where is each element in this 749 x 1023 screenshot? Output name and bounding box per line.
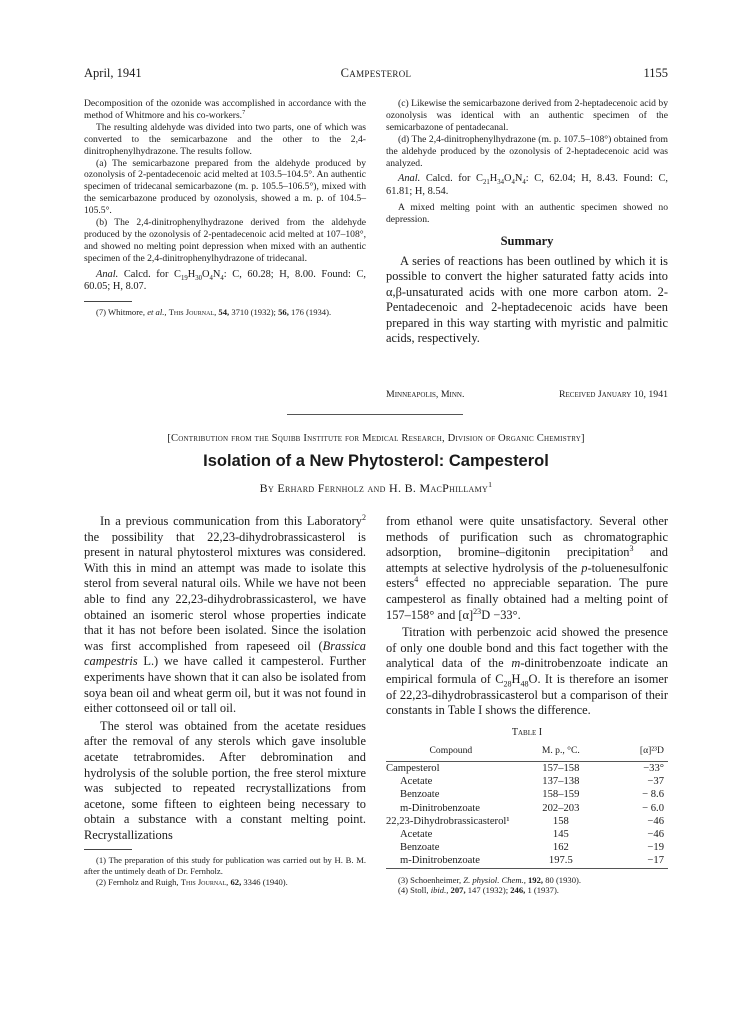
- reference-marker: 2: [361, 512, 366, 522]
- table-row: Benzoate 158–159 − 8.6: [400, 789, 664, 801]
- column-header: [α]²³D: [606, 742, 668, 761]
- article-title: Isolation of a New Phytosterol: Campesterol: [203, 452, 549, 470]
- table-row: Acetate 137–138 −37: [400, 776, 664, 788]
- table-header-row: [386, 742, 668, 761]
- footnote-1: (1) The preparation of this study for publication was carried out by H. B. M. after the untimely death of Dr. Fernholz.: [84, 855, 366, 877]
- reference-marker: 1: [488, 480, 493, 489]
- top-right-column: [386, 98, 668, 346]
- paragraph: (c) Likewise the semicarbazone derived from 2-heptadecenoic acid by ozonolysis was identical with an authentic specimen of the semicarbazone of pentadecanal.: [386, 98, 668, 133]
- running-head: [84, 66, 668, 82]
- paragraph: A mixed melting point with an authentic specimen showed no depression.: [386, 202, 668, 226]
- table-row: Campesterol 157–158 −33°: [386, 762, 664, 774]
- footnote-4: (4) Stoll, ibid., 207, 147 (1932); 246, 1 (1937).: [398, 885, 559, 896]
- analysis-line: Anal. Calcd. for $C_{21}H_{34}O_4N_4$: C, 62.04; H, 8.43. Found: C, 61.81; H, 8.54.: [386, 173, 669, 197]
- reference-marker: 7: [242, 108, 246, 116]
- paragraph: Decomposition of the ozonide was accomplished in accordance with the method of Whitmore and his co-workers.$^7$: [84, 98, 366, 121]
- table-row: m-Dinitrobenzoate 202–203 − 6.0: [400, 802, 664, 814]
- footnote-rule: [84, 301, 132, 302]
- footnote-7: (7) Whitmore, et al., This Journal, 54, 3710 (1932); 56, 176 (1934).: [96, 306, 332, 317]
- signoff-place: Minneapolis, Minn.: [386, 389, 465, 400]
- signoff-received: Received January 10, 1941: [558, 389, 668, 400]
- running-head-title: Campesterol: [340, 66, 412, 80]
- footnote-rule: [84, 849, 132, 850]
- paragraph: from ethanol were quite unsatisfactory. Several other methods of purification such as chromatographic adsorption, bromine–digitonin precipitation$^3$ and attempts at selective hydrolysis of the p-toluenesulfonic esters$^4$ effected no appreciable separation. The pure campesterol as finally obtained had a melting point of 157–158° and $[\alpha]^{23}D -33^\circ$.: [386, 514, 668, 622]
- column-header: Compound: [386, 742, 516, 761]
- paragraph: (a) The semicarbazone prepared from the aldehyde produced by ozonolysis of 2-pentadecenoic acid melted at 103.5–104.5°. An authentic specimen of tridecanal semicarbazone (m. p. 105.5–106.5°), mixed with the semicarbazone produced by ozonolysis, showed a m. p. of 104.5–105.5°.: [84, 157, 366, 217]
- column-header: M. p., °C.: [516, 742, 606, 761]
- paragraph: (d) The 2,4-dinitrophenylhydrazone (m. p. 107.5–108°) obtained from the aldehyde produced by the ozonolysis of 2-heptadecenoic acid was analyzed.: [386, 133, 668, 169]
- summary-text: A series of reactions has been outlined by which it is possible to convert the higher saturated fatty acids into α,β-unsaturated acids with one more carbon atom. 2-Pentadecenoic and 2-heptadecenoic acids have been prepared in this way starting with myristic and palmitic acids, respectively.: [386, 253, 668, 345]
- bottom-right-column: [386, 514, 668, 896]
- analysis-line: Anal. Calcd. for $C_{19}H_{30}O_4N_4$: C, 60.28; H, 8.00. Found: C, 60.05; H, 8.07.: [84, 268, 367, 293]
- page-number: 1155: [643, 66, 668, 80]
- table-row: Benzoate 162 −19: [400, 842, 664, 854]
- data-table: [386, 742, 668, 868]
- summary-heading: Summary: [500, 234, 554, 249]
- section-divider: [287, 414, 463, 415]
- table-row: 22,23-Dihydrobrassicasterol¹ 158 −46: [386, 815, 664, 827]
- paragraph: In a previous communication from this Laboratory$^2$ the possibility that 22,23-dihydrobrassicasterol is present in natural phytosterol mixtures was considered. With this in mind an attempt was made to isolate this sterol from several natural oils. While we have not been able to find any 22,23-dihydrobrassicasterol, we have obtained an isomeric sterol whose properties indicate that it has not before been isolated. Since the isolation was first accomplished from rapeseed oil (Brassica campestris L.) we have called it campesterol. Further experiments have shown that it can also be isolated from soya bean oil and wheat germ oil, but it was not found in either cottonseed oil or tall oil.: [84, 512, 366, 716]
- byline: By Erhard Fernholz and H. B. MacPhillamy$^1$: [259, 480, 493, 495]
- running-head-date: April, 1941: [84, 66, 142, 80]
- table-row: Acetate 145 −46: [400, 828, 664, 840]
- top-left-column: [84, 98, 366, 317]
- paragraph: (b) The 2,4-dinitrophenylhydrazone derived from the aldehyde produced by the ozonolysis of 2-pentadecenoic acid melted at 107–108°, and showed no melting point depression when mixed with an authentic specimen of the 2,4-dinitrophenylhydrazone of tridecanal.: [84, 217, 366, 264]
- paragraph: Titration with perbenzoic acid showed the presence of only one double bond and this fact together with the analytical data of the m-dinitrobenzoate indicate an empirical formula of $C_{28}H_{48}O$. It is therefore an isomer of 22,23-dihydrobrassicasterol but a comparison of their constants in Table I shows the difference.: [386, 625, 669, 718]
- paragraph: The resulting aldehyde was divided into two parts, one of which was converted to the semicarbazone and the other to the 2,4-dinitrophenylhydrazone. The results follow.: [84, 121, 366, 157]
- paragraph: The sterol was obtained from the acetate residues after the removal of any sterols which gave insoluble acetate tetrabromides. After debromination and hydrolysis of the soluble portion, the free sterol mixture was subjected to repeated recrystallizations from acetone, some fifteen to eighteen being necessary to obtain a substance with a constant melting point. Recrystallizations: [84, 718, 366, 842]
- table-row: m-Dinitrobenzoate 197.5 −17: [386, 854, 668, 868]
- footnote-3: (3) Schoenheimer, Z. physiol. Chem., 192, 80 (1930).: [398, 874, 582, 885]
- bottom-left-column: [84, 514, 366, 887]
- table-title: Table I: [511, 726, 543, 738]
- footnote-2: (2) Fernholz and Ruigh, This Journal, 62, 3346 (1940).: [96, 876, 288, 887]
- contribution-line: [Contribution from the Squibb Institute for Medical Research, Division of Organic Chemistry]: [167, 433, 585, 444]
